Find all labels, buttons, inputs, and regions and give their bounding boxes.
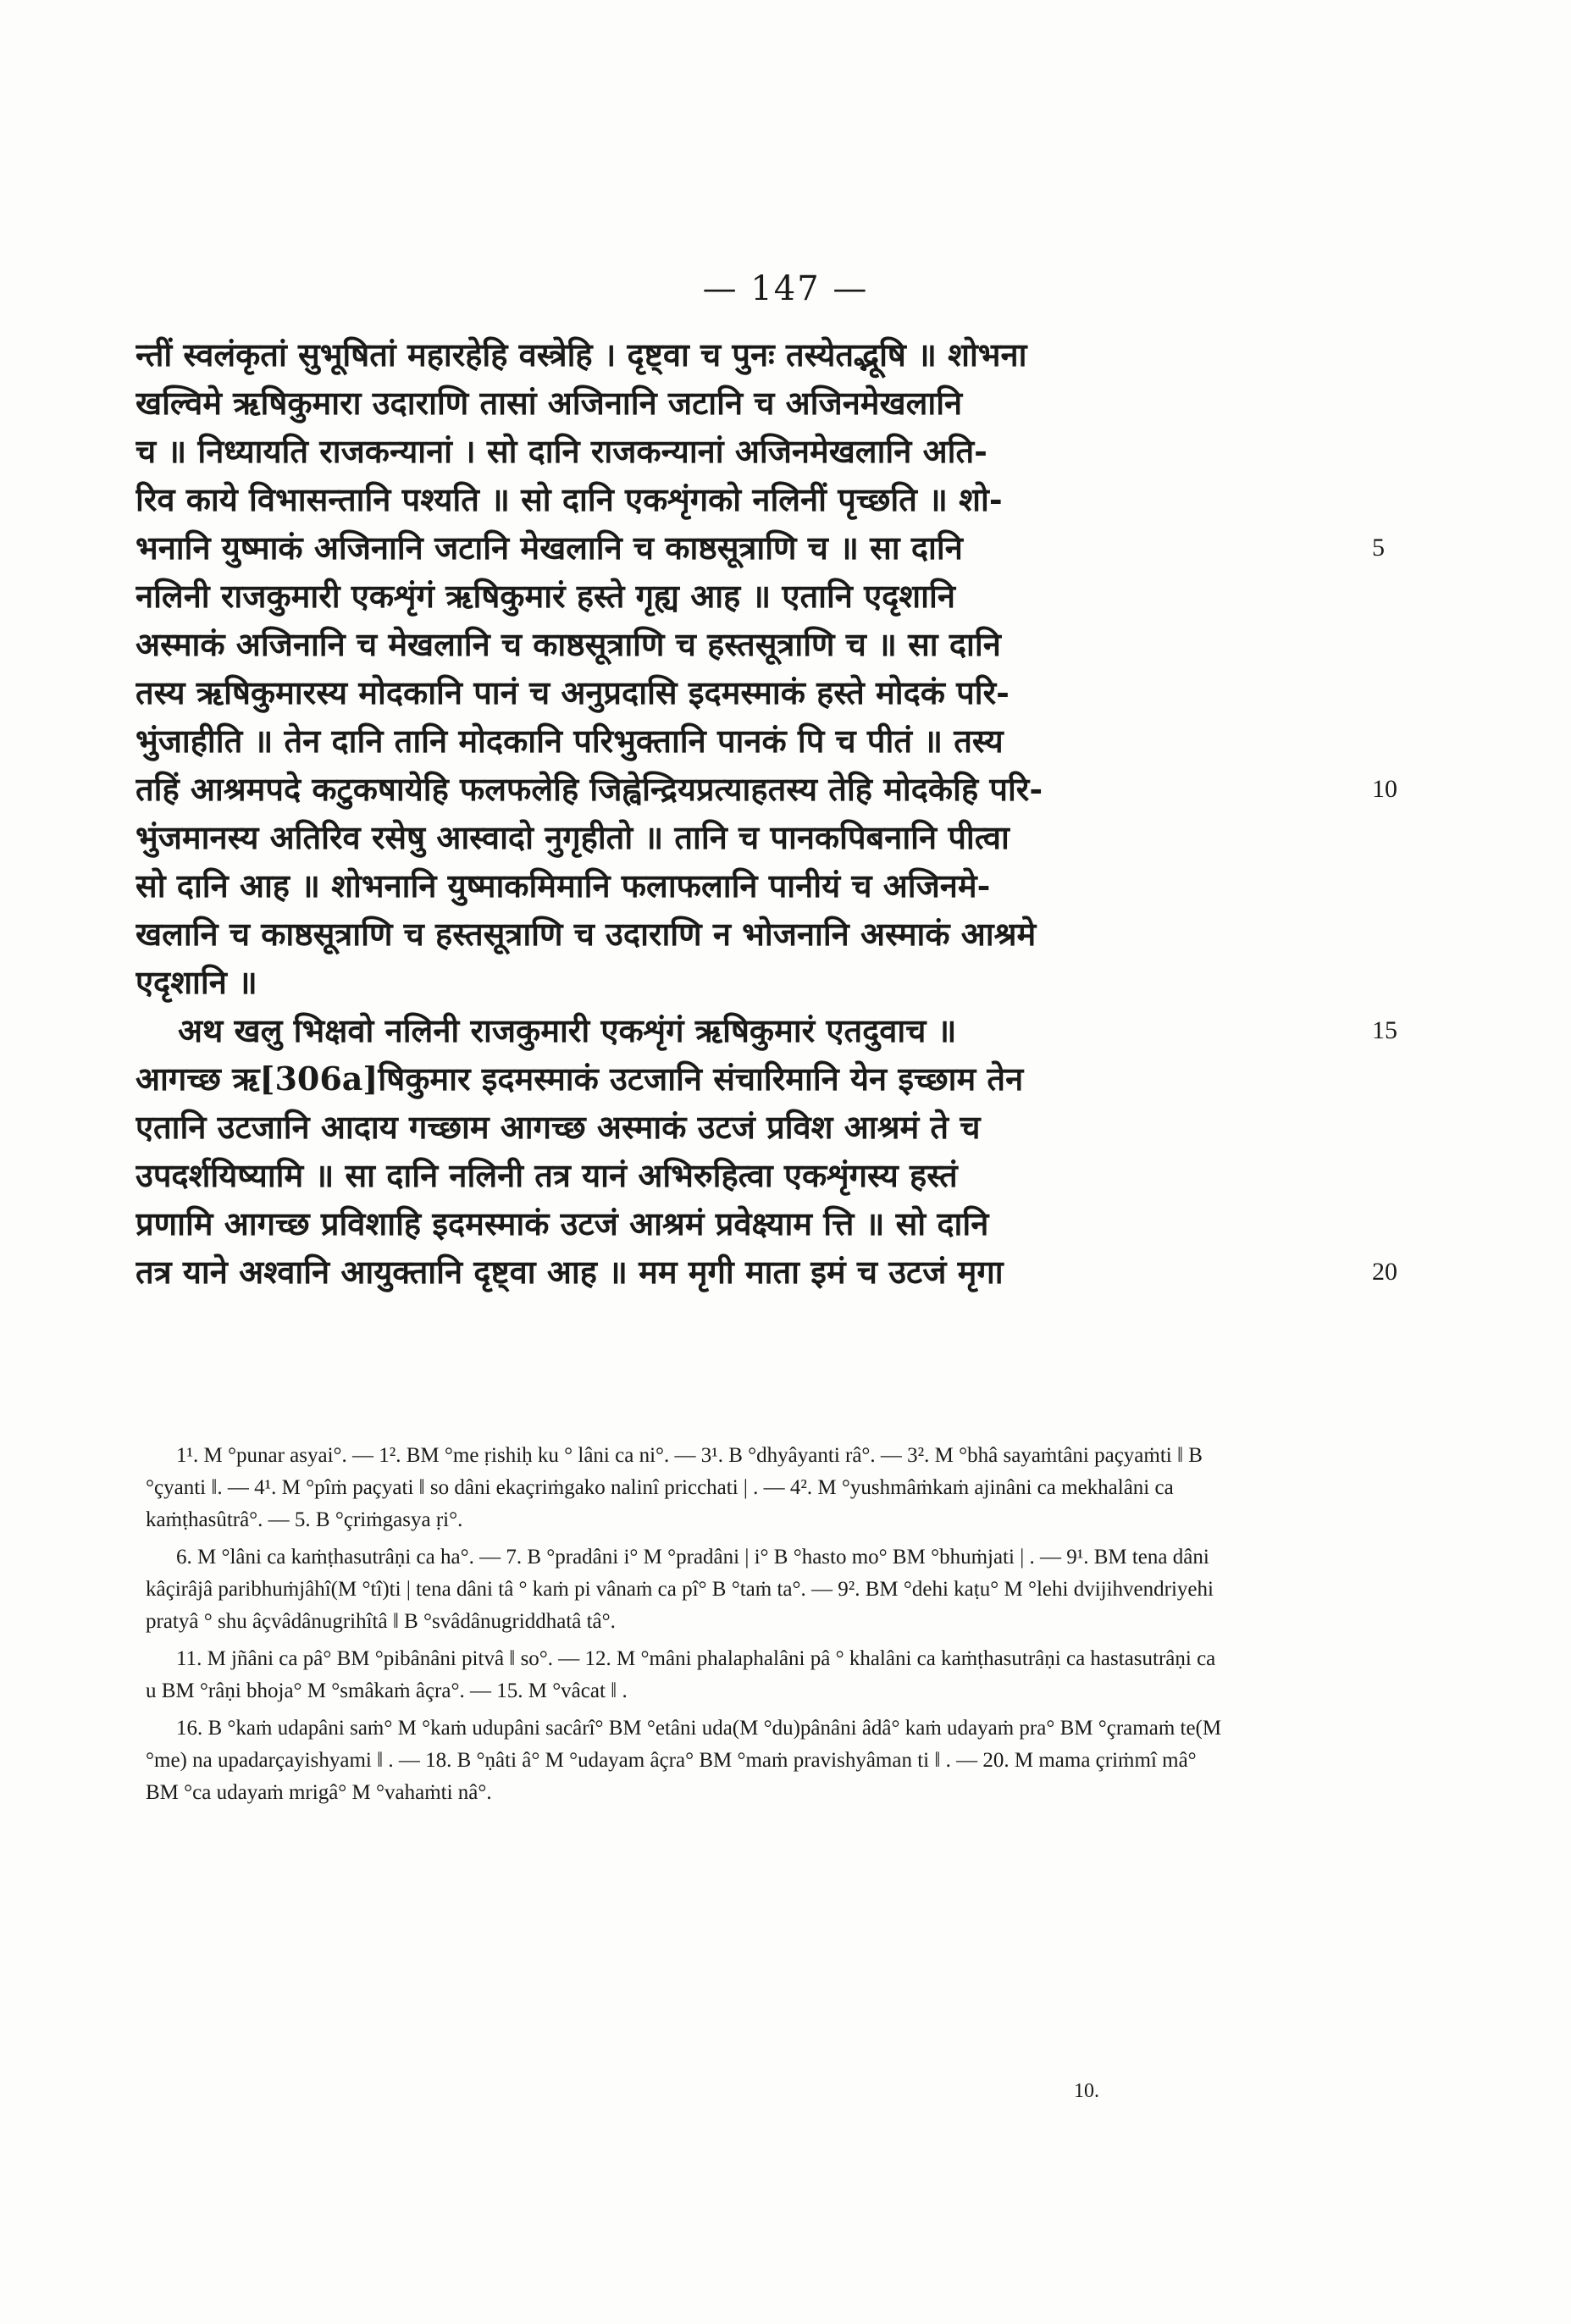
- text-line: अस्माकं अजिनानि च मेखलानि च काष्ठसूत्राणि च हस्तसूत्राणि च ॥ सा दानि: [136, 625, 1001, 663]
- text-line: आगच्छ ऋ[306a]षिकुमार इदमस्माकं उटजानि संचारिमानि येन इच्छाम तेन: [136, 1060, 1024, 1098]
- text-line: न्तीं स्वलंकृतां सुभूषितां महारहेहि वस्त्रेहि । दृष्ट्वा च पुनः तस्येतद्भूषि ॥ शोभना: [136, 335, 1027, 374]
- text-line: प्रणामि आगच्छ प्रविशाहि इदमस्माकं उटजं आश्रमं प्रवेक्ष्याम त्ति ॥ सो दानि: [136, 1204, 989, 1242]
- signature-mark: 10.: [1074, 2080, 1099, 2102]
- text-line: भुंजाहीति ॥ तेन दानि तानि मोदकानि परिभुक्तानि पानकं पि च पीतं ॥ तस्य: [136, 722, 1004, 760]
- footnotes: [146, 1440, 1225, 1814]
- text-line: अथ खलु भिक्षवो नलिनी राजकुमारी एकशृंगं ऋषिकुमारं एतदुवाच ॥: [178, 1011, 957, 1049]
- text-line: उपदर्शयिष्यामि ॥ सा दानि नलिनी तत्र यानं अभिरुहित्वा एकशृंगस्य हस्तं: [136, 1156, 958, 1194]
- text-line: तहिं आश्रमपदे कटुकषायेहि फलफलेहि जिह्वेन्द्रियप्रत्याहतस्य तेहि मोदकेहि परि-: [136, 770, 1043, 808]
- footnote: 16. B °kaṁ udapâni saṁ° M °kaṁ udupâni sacârî° BM °etâni uda(M °du)pânâni âdâ° kaṁ udayaṁ pra° BM °çramaṁ te(M °me) na upadarçayishyami ‖ . — 18. B °ṇâti â° M °udayam âçra° BM °maṁ pravishyâman ti ‖ . — 20. M mama çriṁmî mâ° BM °ca udayaṁ mrigâ° M °vahaṁti nâ°.: [146, 1717, 1222, 1804]
- footnote: 1¹. M °punar asyai°. — 1². BM °me ṛishiḥ ku ° lâni ca ni°. — 3¹. B °dhyâyanti râ°. — 3². M °bhâ sayaṁtâni paçyaṁti ‖ B °çyanti ‖. — 4¹. M °pîṁ paçyati ‖ so dâni ekaçriṁgako nalinî pricchati | . — 4². M °yushmâṁkaṁ ajinâni ca mekhalâni ca kaṁṭhasûtrâ°. — 5. B °çriṁgasya ṛi°.: [146, 1444, 1203, 1531]
- text-line: सो दानि आह ॥ शोभनानि युष्माकमिमानि फलाफलानि पानीयं च अजिनमे-: [136, 866, 991, 905]
- text-line: च ॥ निध्यायति राजकन्यानां । सो दानि राजकन्यानां अजिनमेखलानि अति-: [136, 432, 987, 470]
- line-number: 10: [1372, 775, 1397, 803]
- text-line: भुंजमानस्य अतिरिव रसेषु आस्वादो नुगृहीतो ॥ तानि च पानकपिबनानि पीत्वा: [136, 818, 1010, 856]
- footnote: 6. M °lâni ca kaṁṭhasutrâṇi ca ha°. — 7. B °pradâni i° M °pradâni | i° B °hasto mo° BM °bhuṁjati | . — 9¹. BM tena dâni kâçirâjâ paribhuṁjâhî(M °tî)ti | tena dâni tâ ° kaṁ pi vânaṁ ca pî° B °taṁ ta°. — 9². BM °dehi kaṭu° M °lehi dvijihvendriyehi pratyâ ° shu âçvâdânugrihîtâ ‖ B °svâdânugriddhatâ tâ°.: [146, 1546, 1214, 1633]
- text-line: एतानि उटजानि आदाय गच्छाम आगच्छ अस्माकं उटजं प्रविश आश्रमं ते च: [136, 1108, 981, 1146]
- text-line: एदृशानि ॥: [136, 963, 257, 1001]
- footnote: 11. M jñâni ca pâ° BM °pibânâni pitvâ ‖ so°. — 12. M °mâni phalaphalâni pâ ° khalâni ca kaṁṭhasutrâṇi ca hastasutrâṇi ca u BM °râṇi bhoja° M °smâkaṁ âçra°. — 15. M °vâcat ‖ .: [146, 1647, 1216, 1702]
- text-line: रिव काये विभासन्तानि पश्यति ॥ सो दानि एकशृंगको नलिनीं पृच्छति ॥ शो-: [136, 480, 1003, 518]
- line-number: 20: [1372, 1258, 1397, 1286]
- text-line: भनानि युष्माकं अजिनानि जटानि मेखलानि च काष्ठसूत्राणि च ॥ सा दानि: [136, 528, 963, 567]
- text-line: खलानि च काष्ठसूत्राणि च हस्तसूत्राणि च उदाराणि न भोजनानि अस्माकं आश्रमे: [136, 915, 1037, 953]
- text-line: तस्य ऋषिकुमारस्य मोदकानि पानं च अनुप्रदासि इदमस्माकं हस्ते मोदकं परि-: [136, 673, 1010, 711]
- line-number: 5: [1372, 534, 1385, 562]
- text-line: नलिनी राजकुमारी एकशृंगं ऋषिकुमारं हस्ते गृह्य आह ॥ एतानि एदृशानि: [136, 577, 955, 615]
- line-number: 15: [1372, 1016, 1397, 1044]
- page-number: — 147 —: [702, 269, 869, 308]
- text-line: खल्विमे ऋषिकुमारा उदाराणि तासां अजिनानि जटानि च अजिनमेखलानि: [136, 384, 963, 422]
- main-text-block: [136, 330, 1397, 1296]
- text-line: तत्र याने अश्वानि आयुक्तानि दृष्ट्वा आह ॥ मम मृगी माता इमं च उटजं मृगा: [136, 1253, 1004, 1291]
